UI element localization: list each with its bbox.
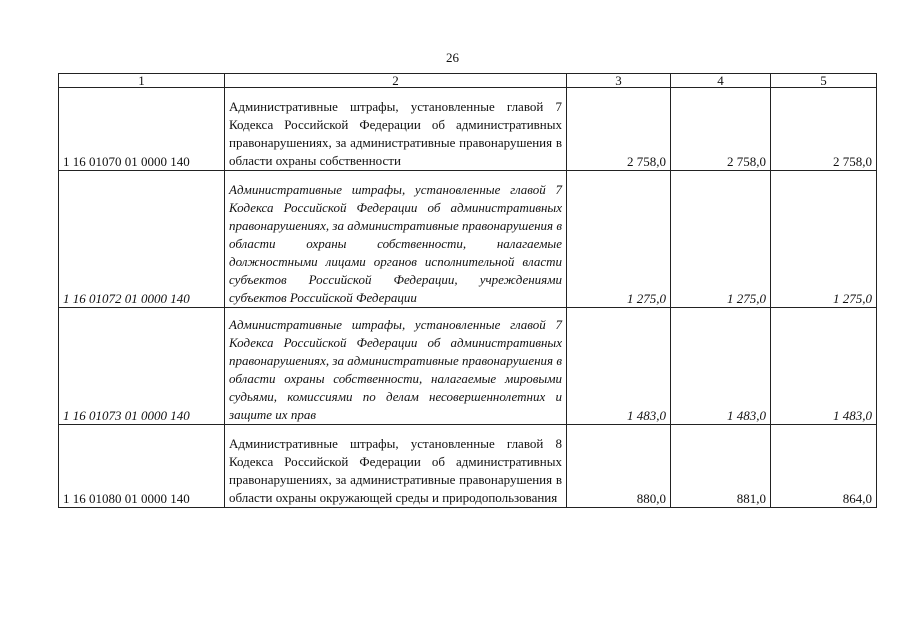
table-header-row xyxy=(59,74,877,88)
value-col4-cell: 881,0 xyxy=(671,425,771,508)
value-col4-cell: 2 758,0 xyxy=(671,88,771,171)
column-header-4: 4 xyxy=(671,74,771,88)
column-header-3: 3 xyxy=(567,74,671,88)
value-col3-cell: 1 483,0 xyxy=(567,308,671,425)
revenue-code-cell: 1 16 01070 01 0000 140 xyxy=(59,88,225,171)
value-col5-cell: 1 275,0 xyxy=(771,171,877,308)
table-row xyxy=(59,425,877,508)
value-col3-cell: 1 275,0 xyxy=(567,171,671,308)
column-header-2: 2 xyxy=(225,74,567,88)
description-cell: Административные штрафы, установленные главой 7 Кодекса Российской Федерации об административных правонарушениях, за административные правонарушения в области охраны собственности xyxy=(225,88,567,171)
value-col5-cell: 2 758,0 xyxy=(771,88,877,171)
value-col5-cell: 1 483,0 xyxy=(771,308,877,425)
column-header-5: 5 xyxy=(771,74,877,88)
value-col5-cell: 864,0 xyxy=(771,425,877,508)
page-number: 26 xyxy=(446,50,459,65)
revenue-code-cell: 1 16 01073 01 0000 140 xyxy=(59,308,225,425)
table-row xyxy=(59,308,877,425)
table-row xyxy=(59,171,877,308)
value-col4-cell: 1 275,0 xyxy=(671,171,771,308)
table-row xyxy=(59,88,877,171)
value-col3-cell: 880,0 xyxy=(567,425,671,508)
revenue-code-cell: 1 16 01080 01 0000 140 xyxy=(59,425,225,508)
description-cell: Административные штрафы, установленные главой 8 Кодекса Российской Федерации об административных правонарушениях, за административные правонарушения в области охраны окружающей среды и природопользования xyxy=(225,425,567,508)
column-header-1: 1 xyxy=(59,74,225,88)
value-col3-cell: 2 758,0 xyxy=(567,88,671,171)
budget-table xyxy=(58,73,877,508)
description-cell: Административные штрафы, установленные главой 7 Кодекса Российской Федерации об административных правонарушениях, за административные правонарушения в области охраны собственности, налагаемые мировыми судьями, комиссиями по делам несовершеннолетних и защите их прав xyxy=(225,308,567,425)
value-col4-cell: 1 483,0 xyxy=(671,308,771,425)
revenue-code-cell: 1 16 01072 01 0000 140 xyxy=(59,171,225,308)
description-cell: Административные штрафы, установленные главой 7 Кодекса Российской Федерации об административных правонарушениях, за административные правонарушения в области охраны собственности, налагаемые должностными лицами органов исполнительной власти субъектов Российской Федерации, учреждениями субъектов Российской Федерации xyxy=(225,171,567,308)
